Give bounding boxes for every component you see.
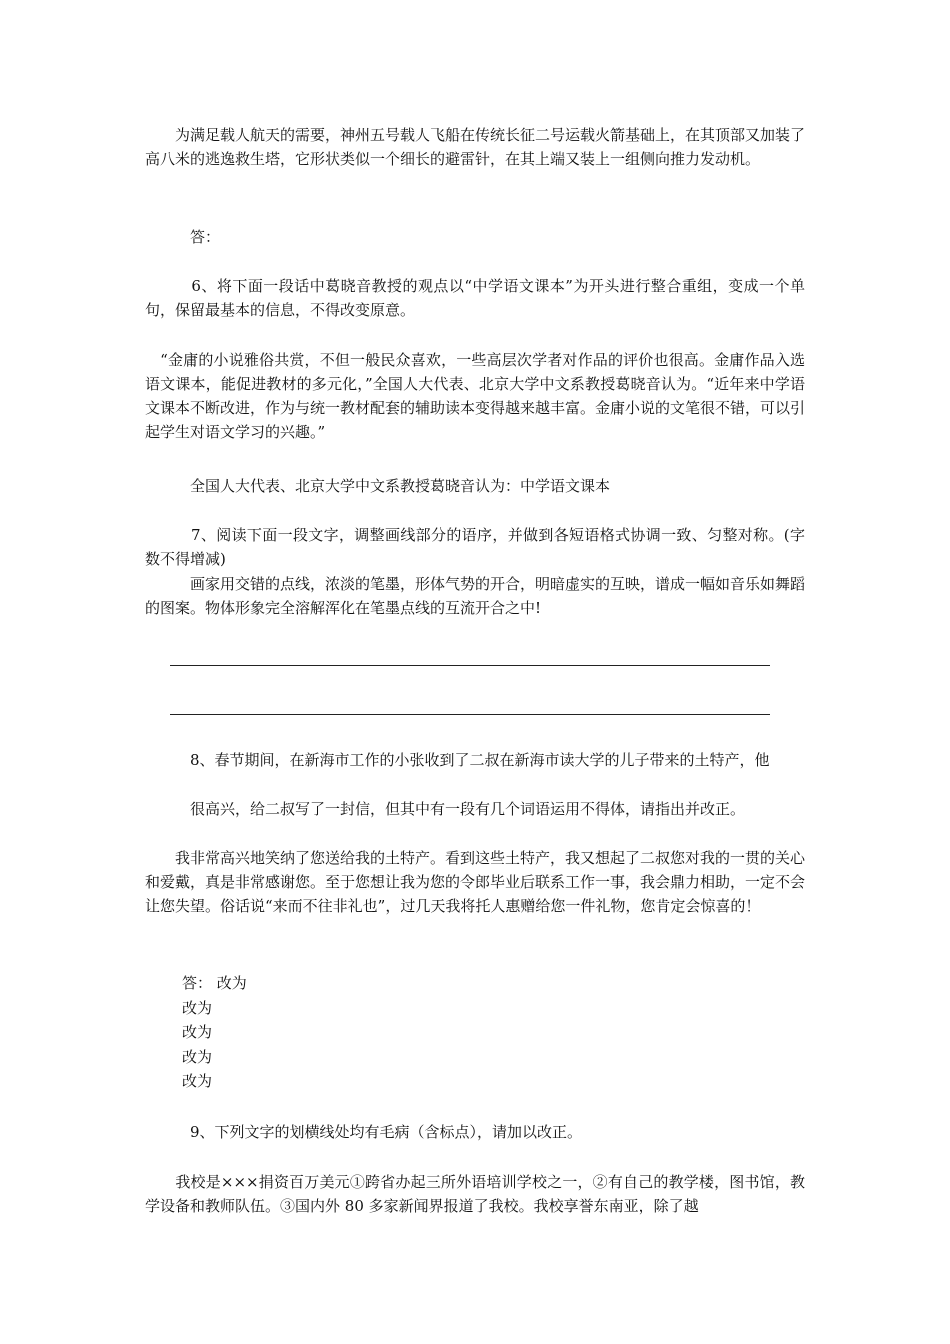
question-6: 6、将下面一段话中葛晓音教授的观点以“中学语文课本”为开头进行整合重组，变成一个单句，保留最基本的信息，不得改变原意。 — [145, 277, 805, 319]
question-7-text: 画家用交错的点线，浓淡的笔墨，形体气势的开合，明暗虚实的互映，谱成一幅如音乐如舞蹈的图案。物体形象完全溶解浑化在笔墨点线的互流开合之中! — [145, 575, 806, 617]
question-7: 7、阅读下面一段文字，调整画线部分的语序，并做到各短语格式协调一致、匀整对称。(字数不得增减) — [145, 526, 805, 568]
question-8-answer: 答： 改为 — [182, 974, 247, 992]
question-8-answer: 改为 — [182, 1023, 213, 1041]
question-6-answer: 全国人大代表、北京大学中文系教授葛晓音认为：中学语文课本 — [145, 477, 611, 495]
question-9-text: 我校是×××捐资百万美元①跨省办起三所外语培训学校之一，②有自己的教学楼，图书馆，教学设备和教师队伍。③国内外 80 多家新闻界报道了我校。我校享誉东南亚，除了越 — [145, 1173, 805, 1215]
question-9: 9、下列文字的划横线处均有毛病（含标点），请加以改正。 — [145, 1123, 583, 1141]
question-8-answer: 改为 — [182, 1048, 213, 1066]
question-8: 8、春节期间，在新海市工作的小张收到了二叔在新海市读大学的儿子带来的土特产，他 — [145, 751, 770, 769]
answer-label: 答： — [145, 228, 221, 246]
question-8-text: 我非常高兴地笑纳了您送给我的土特产。看到这些土特产，我又想起了二叔您对我的一贯的关心和爱戴，真是非常感谢您。至于您想让我为您的令郎毕业后联系工作一事，我会鼎力相助，一定不会让您失望。俗话说“来而不往非礼也”，过几天我将托人惠赠给您一件礼物，您肯定会惊喜的！ — [145, 849, 806, 915]
question-6-text: “金庸的小说雅俗共赏，不但一般民众喜欢，一些高层次学者对作品的评价也很高。金庸作品入选语文课本，能促进教材的多元化，”全国人大代表、北京大学中文系教授葛晓音认为。“近年来中学语文课本不断改进，作为与统一教材配套的辅助读本变得越来越丰富。金庸小说的文笔很不错，可以引起学生对语文学习的兴趣。” — [145, 351, 806, 441]
question-8-answer: 改为 — [182, 1072, 213, 1090]
answer-line — [170, 714, 770, 715]
question-8-cont: 很高兴，给二叔写了一封信，但其中有一段有几个词语运用不得体，请指出并改正。 — [145, 800, 746, 818]
paragraph-intro: 为满足载人航天的需要，神州五号载人飞船在传统长征二号运载火箭基础上，在其顶部又加装了高八米的逃逸救生塔，它形状类似一个细长的避雷针，在其上端又装上一组侧向推力发动机。 — [145, 126, 806, 168]
question-8-answer: 改为 — [182, 999, 213, 1017]
answer-line — [170, 665, 770, 666]
